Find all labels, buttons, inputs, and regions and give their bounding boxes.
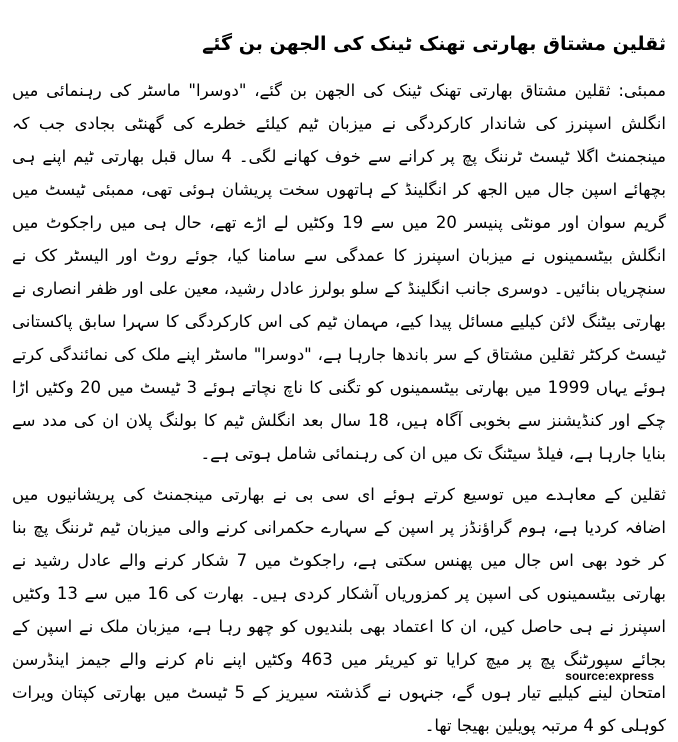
article-paragraph-2: ثقلین کے معاہدے میں توسیع کرتے ہوئے ای سی بی نے بھارتی مینجمنٹ کی پریشانیوں میں اضافہ کردیا ہے، ہوم گراؤنڈز پر اسپن کے سہارے حکمرانی کرنے والی میزبان ٹیم ٹرننگ پچ بنا کر خود بھی اس جال میں پھنس سکتی ہے، راجکوٹ میں 7 شکار کرنے والے عادل رشید نے بھارتی بیٹسمینوں کی اسپن پر کمزوریاں آشکار کردی ہیں۔ بھارت کی 16 میں سے 13 وکٹیں اسپنرز نے ہی حاصل کیں، ان کا اعتماد بھی بلندیوں کو چھو رہا ہے، میزبان ملک نے اسپن کے بجائے سپورٹنگ پچ پر میچ کرایا تو کیریئر میں 463 وکٹیں اپنے نام کرنے والے جیمز اینڈرسن امتحان لینے کیلیے تیار ہوں گے، جنہوں نے گذشتہ سیریز کے 5 ٹیسٹ میں بھارتی کپتان ویرات کوہلی کو 4 مرتبہ پویلین بھیجا تھا۔ bbox=[12, 485, 666, 735]
article-body bbox=[12, 74, 666, 742]
article-paragraph-1: ممبئی: ثقلین مشتاق بھارتی تھنک ٹینک کی الجھن بن گئے، "دوسرا" ماسٹر کی رہنمائی میں انگلش اسپنرز کی شاندار کارکردگی نے میزبان ٹیم کیلئے خطرے کی گھنٹی بجادی جب کہ مینجمنٹ اگلا ٹیسٹ ٹرننگ پچ پر کرانے سے خوف کھانے لگی۔ 4 سال قبل بھارتی ٹیم اپنے ہی بچھائے اسپن جال میں الجھ کر انگلینڈ کے ہاتھوں سخت پریشان ہوئی تھی، ممبئی ٹیسٹ میں گریم سوان اور مونٹی پنیسر 20 میں سے 19 وکٹیں لے اڑے تھے، حال ہی میں راجکوٹ میں انگلش بیٹسمینوں نے میزبان اسپنرز کا عمدگی سے سامنا کیا، جوئے روٹ اور الیسٹر کک نے سنچریاں بنائیں۔ دوسری جانب انگلینڈ کے سلو بولرز عادل رشید، معین علی اور ظفر انصاری نے بھارتی بیٹنگ لائن کیلیے مسائل پیدا کیے، مہمان ٹیم کی اس کارکردگی کا سہرا سابق پاکستانی ٹیسٹ کرکٹر ثقلین مشتاق کے سر باندھا جارہا ہے، "دوسرا" ماسٹر اپنے ملک کی نمائندگی کرتے ہوئے یہاں 1999 میں بھارتی بیٹسمینوں کو تگنی کا ناچ نچاتے ہوئے 3 ٹیسٹ میں 20 وکٹیں اڑا چکے اور کنڈیشنز سے بخوبی آگاہ ہیں، 18 سال بعد انگلش ٹیم کا بولنگ پلان ان کی مدد سے بنایا جارہا ہے، فیلڈ سیٹنگ تک میں ان کی رہنمائی شامل ہوتی ہے۔ bbox=[12, 81, 667, 463]
article-title: ثقلین مشتاق بھارتی تھنک ٹینک کی الجھن بن گئے bbox=[202, 33, 666, 55]
source-credit: source:express bbox=[565, 669, 654, 683]
